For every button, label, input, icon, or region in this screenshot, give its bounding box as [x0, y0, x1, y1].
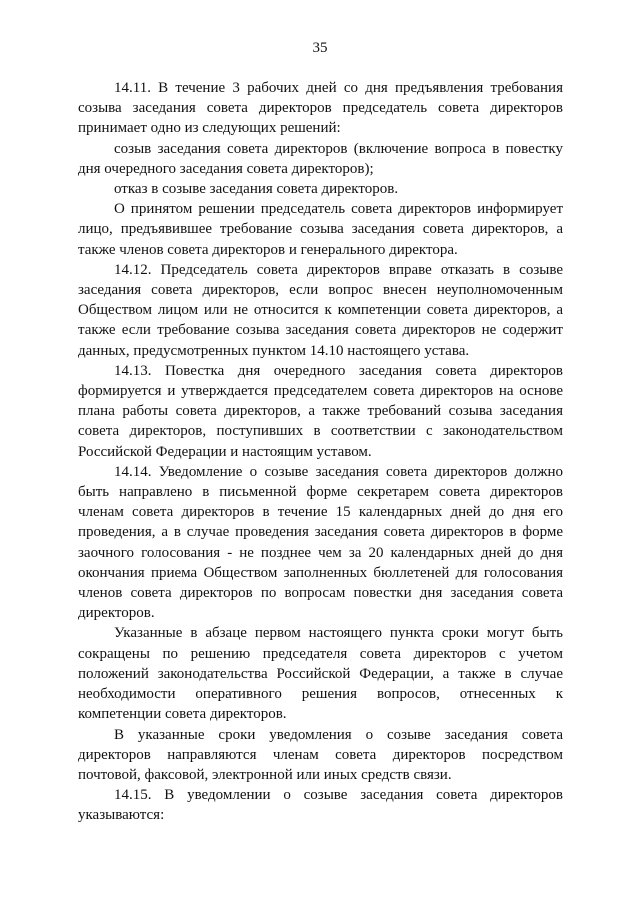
paragraph-14-15: 14.15. В уведомлении о созыве заседания совета директоров указываются: [78, 787, 563, 824]
paragraph-decision-refuse: отказ в созыве заседания совета директоров. [114, 181, 399, 198]
paragraph-14-11: 14.11. В течение 3 рабочих дней со дня предъявления требования созыва заседания совета директоров председатель совета директоров принимает одно из следующих решений: [78, 80, 563, 137]
paragraph-14-13: 14.13. Повестка дня очередного заседания совета директоров формируется и утверждается председателем совета директоров на основе плана работы совета директоров, а также требований созыва заседания совета директоров, поступивших в соответствии с законодательством Российской Федерации и настоящим уставом. [78, 362, 563, 460]
paragraph-delivery-means: В указанные сроки уведомления о созыве заседания совета директоров направляются членам совета директоров посредством почтовой, факсовой, электронной или иных средств связи. [78, 726, 563, 783]
paragraph-14-14: 14.14. Уведомление о созыве заседания совета директоров должно быть направлено в письменной форме секретарем совета директоров членам совета директоров в течение 15 календарных дней до дня его проведения, а в случае проведения заседания совета директоров в форме заочного голосования - не позднее чем за 20 календарных дней до дня окончания приема Обществом заполненных бюллетеней для голосования членов совета директоров по вопросам повестки дня заседания совета директоров. [78, 463, 563, 622]
paragraph-decision-convene: созыв заседания совета директоров (включение вопроса в повестку дня очередного заседания совета директоров); [78, 140, 563, 177]
paragraph-deadlines-shortened: Указанные в абзаце первом настоящего пункта сроки могут быть сокращены по решению председателя совета директоров с учетом положений законодательства Российской Федерации, а также в случае необходимости оперативного решения вопросов, отнесенных к компетенции совета директоров. [78, 625, 563, 723]
document-body [78, 78, 563, 826]
paragraph-notification: О принятом решении председатель совета директоров информирует лицо, предъявившее требование созыва заседания совета директоров, а также членов совета директоров и генерального директора. [78, 201, 563, 258]
page-number: 35 [312, 40, 328, 56]
paragraph-14-12: 14.12. Председатель совета директоров вправе отказать в созыве заседания совета директоров, если вопрос внесен неуполномоченным Обществом лицом или не относится к компетенции совета директоров, а также если требование созыва заседания совета директоров не содержит данных, предусмотренных пунктом 14.10 настоящего устава. [78, 261, 563, 359]
